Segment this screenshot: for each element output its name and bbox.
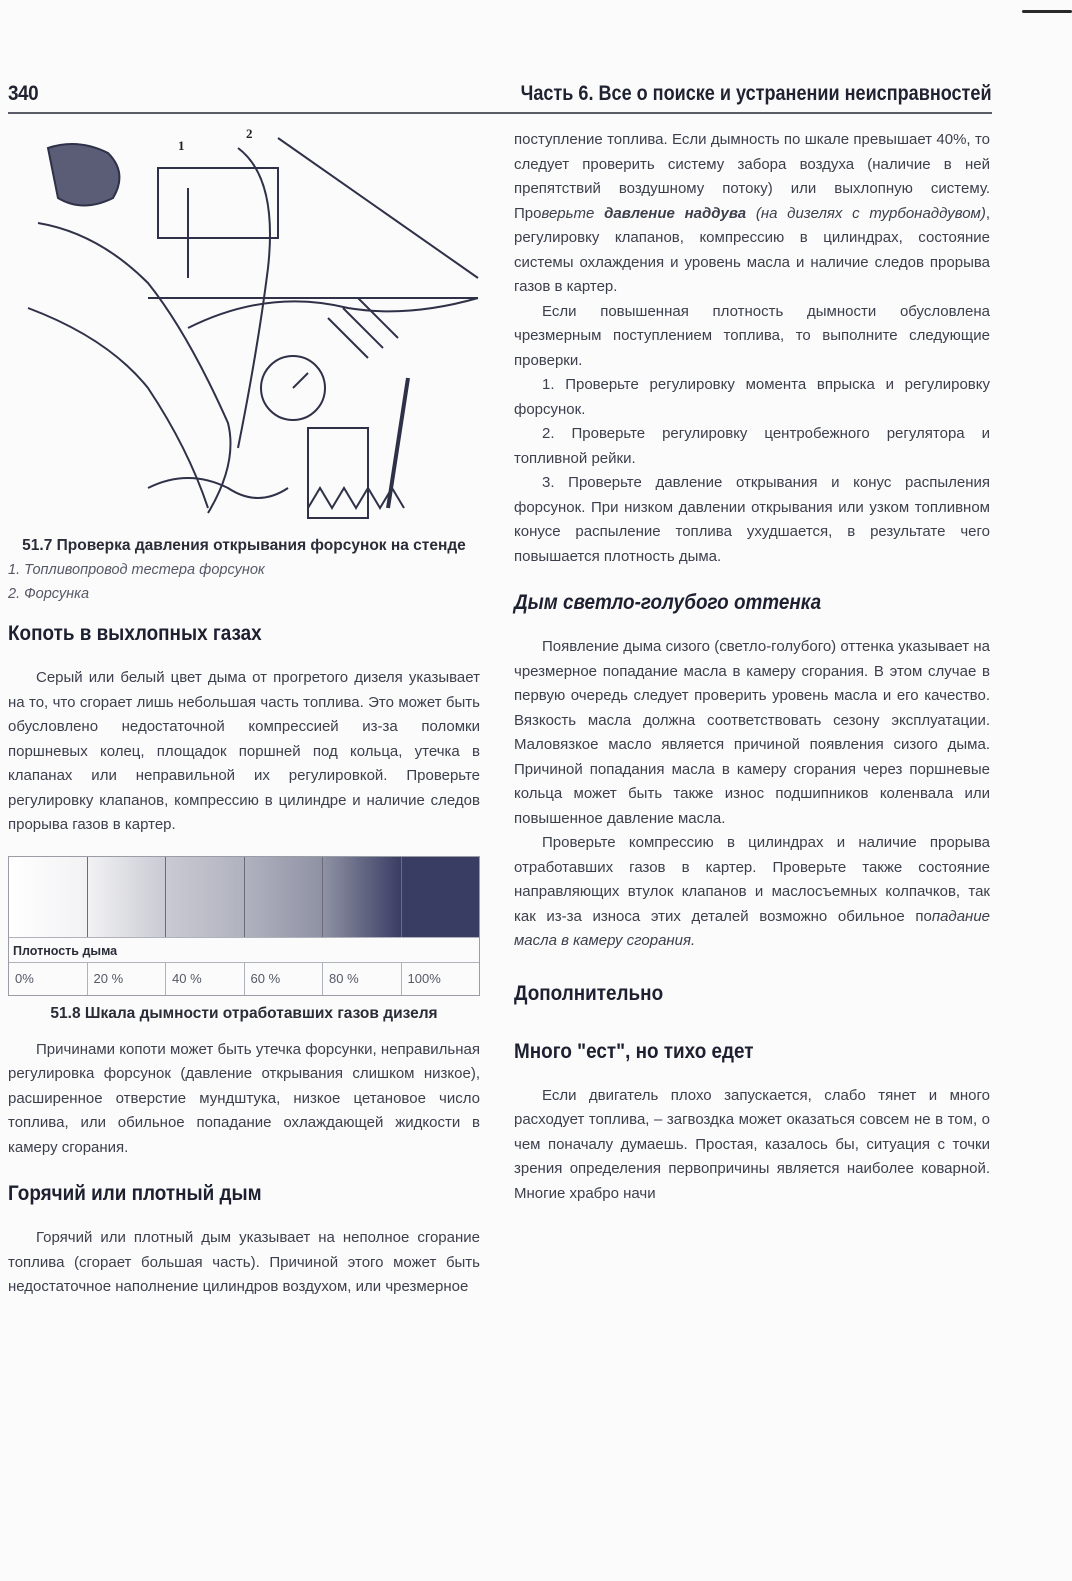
figure-51-8-caption: 51.8 Шкала дымности отработавших газов дизеля bbox=[50, 1004, 438, 1022]
paragraph: Горячий или плотный дым указывает на неполное сгорание топлива (сгорает большая часть). Причиной этого может быть недостаточное наполнение цилиндров воздухом, или чрезмерное bbox=[8, 1229, 480, 1295]
head-shape bbox=[48, 144, 119, 206]
heading-soot: Копоть в выхлопных газах bbox=[8, 622, 262, 645]
heading-blue-smoke: Дым светло-голубого оттенка bbox=[514, 591, 822, 614]
density-swatch bbox=[9, 857, 88, 937]
text-run: поступление топлива. Если дымность по шкале превышает 40%, то следует проверить систему забора воздуха (наличие в ней препятствий воздушному потоку) или выхлопную систему. Про bbox=[514, 131, 990, 222]
smoke-density-label: Плотность дыма bbox=[9, 938, 479, 963]
paragraph-continued bbox=[514, 128, 990, 300]
paragraph: Серый или белый цвет дыма от прогретого дизеля указывает на то, что сгорает лишь небольшая часть топлива. Это может быть обусловлено недостаточной компрессией из-за поломки поршневых колец, площадок поршней под кольца, утечка в клапанах или неправильной их регулировкой. Проверьте регулировку клапанов, компрессию в цилиндре и наличие следов прорыва газов в картер. bbox=[8, 669, 480, 833]
check-item: 3. Проверьте давление открывания и конус распыления форсунок. При низком давлении открывания или узком топливном конусе распыление топлива ухудшается, в результате чего повышается плотность дыма. bbox=[514, 474, 990, 565]
right-column bbox=[514, 128, 990, 1206]
text-run-italic: верьте bbox=[541, 204, 605, 222]
page-header bbox=[8, 72, 992, 106]
paragraph: Если двигатель плохо запускается, слабо тянет и много расходует топлива, – загвоздка может оказаться совсем не в том, о чем поначалу думаешь. Простая, казалось бы, ситуация с точки зрения определения первопричины является наиболее коварной. Многие храбро начи bbox=[514, 1086, 990, 1202]
density-swatch bbox=[323, 857, 402, 937]
figure-51-7-illustration bbox=[8, 128, 480, 528]
paragraph: Появление дыма сизого (светло-голубого) оттенка указывает на чрезмерное попадание масла в камеру сгорания. В этом случае в первую очередь следует проверить уровень масла и его качество. Вязкость масла должна соответствовать сезону эксплуатации. Маловязкое масло является причиной появления сизого дыма. Причиной попадания масла в камеру сгорания через поршневые кольца может быть также износ подшипников коленвала или повышенное давление масла. bbox=[514, 638, 990, 827]
check-item: 2. Проверьте регулировку центробежного регулятора и топливной рейки. bbox=[514, 425, 990, 467]
text-run-bold-italic: давление наддува bbox=[604, 204, 747, 222]
paragraph: Причинами копоти может быть утечка форсунки, неправильная регулировка форсунок (давление открывания слишком низкое), расширенное отверстие мундштука, низкое цетановое число топлива, или обильное попадание охлаждающей жидкости в камеру сгорания. bbox=[8, 1040, 480, 1156]
text-run-italic: (на дизелях с турбонаддувом) bbox=[746, 204, 986, 222]
density-tick-label: 20 % bbox=[88, 963, 167, 995]
density-swatch bbox=[402, 857, 480, 937]
text-run-italic: падание масла в камеру сгорания. bbox=[514, 907, 990, 949]
injector-test-drawing bbox=[8, 128, 480, 528]
density-tick-label: 100% bbox=[407, 970, 441, 986]
callout-2: 2 bbox=[246, 126, 253, 141]
paragraph: Если повышенная плотность дымности обусловлена чрезмерным поступлением топлива, то выполните следующие проверки. bbox=[514, 302, 990, 369]
page-number: 340 bbox=[8, 82, 39, 105]
figure-51-7-legend-item: 1. Топливопровод тестера форсунок bbox=[8, 562, 265, 578]
heading-hot-smoke: Горячий или плотный дым bbox=[8, 1182, 262, 1205]
density-tick-label: 60 % bbox=[245, 963, 324, 995]
figure-51-7-caption: 51.7 Проверка давления открывания форсунок на стенде bbox=[22, 537, 466, 554]
density-swatch bbox=[245, 857, 324, 937]
scan-edge-mark bbox=[1022, 10, 1072, 13]
text-run: , регулировку клапанов, компрессию в цилиндрах, состояние системы охлаждения и уровень масла и наличие следов прорыва газов в картер. bbox=[514, 204, 990, 295]
density-swatch bbox=[88, 857, 167, 937]
left-column bbox=[8, 128, 480, 1300]
density-tick-label: 40 % bbox=[166, 963, 245, 995]
figure-51-7-legend-item: 2. Форсунка bbox=[8, 586, 90, 602]
smoke-density-scale bbox=[8, 856, 480, 996]
heading-additional: Дополнительно bbox=[514, 981, 664, 1005]
callout-1: 1 bbox=[178, 138, 185, 153]
density-tick-label: 0% bbox=[9, 963, 88, 995]
text-run: Проверьте компрессию в цилиндрах и наличие прорыва отработавших газов в картер. Проверьте также состояние направляющих втулок клапанов и маслосъемных колпачков, так как из-за износа этих деталей возможно обильное по bbox=[514, 834, 990, 925]
heading-eats-much: Много "ест", но тихо едет bbox=[514, 1039, 754, 1063]
density-swatch bbox=[166, 857, 245, 937]
density-tick-label: 80 % bbox=[323, 963, 402, 995]
paragraph bbox=[514, 831, 990, 954]
smoke-density-ticks bbox=[9, 963, 479, 995]
running-title: Часть 6. Все о поиске и устранении неисправностей bbox=[521, 82, 992, 105]
header-rule bbox=[8, 112, 992, 114]
check-item: 1. Проверьте регулировку момента впрыска и регулировку форсунок. bbox=[514, 376, 990, 418]
smoke-density-swatches bbox=[9, 857, 479, 938]
